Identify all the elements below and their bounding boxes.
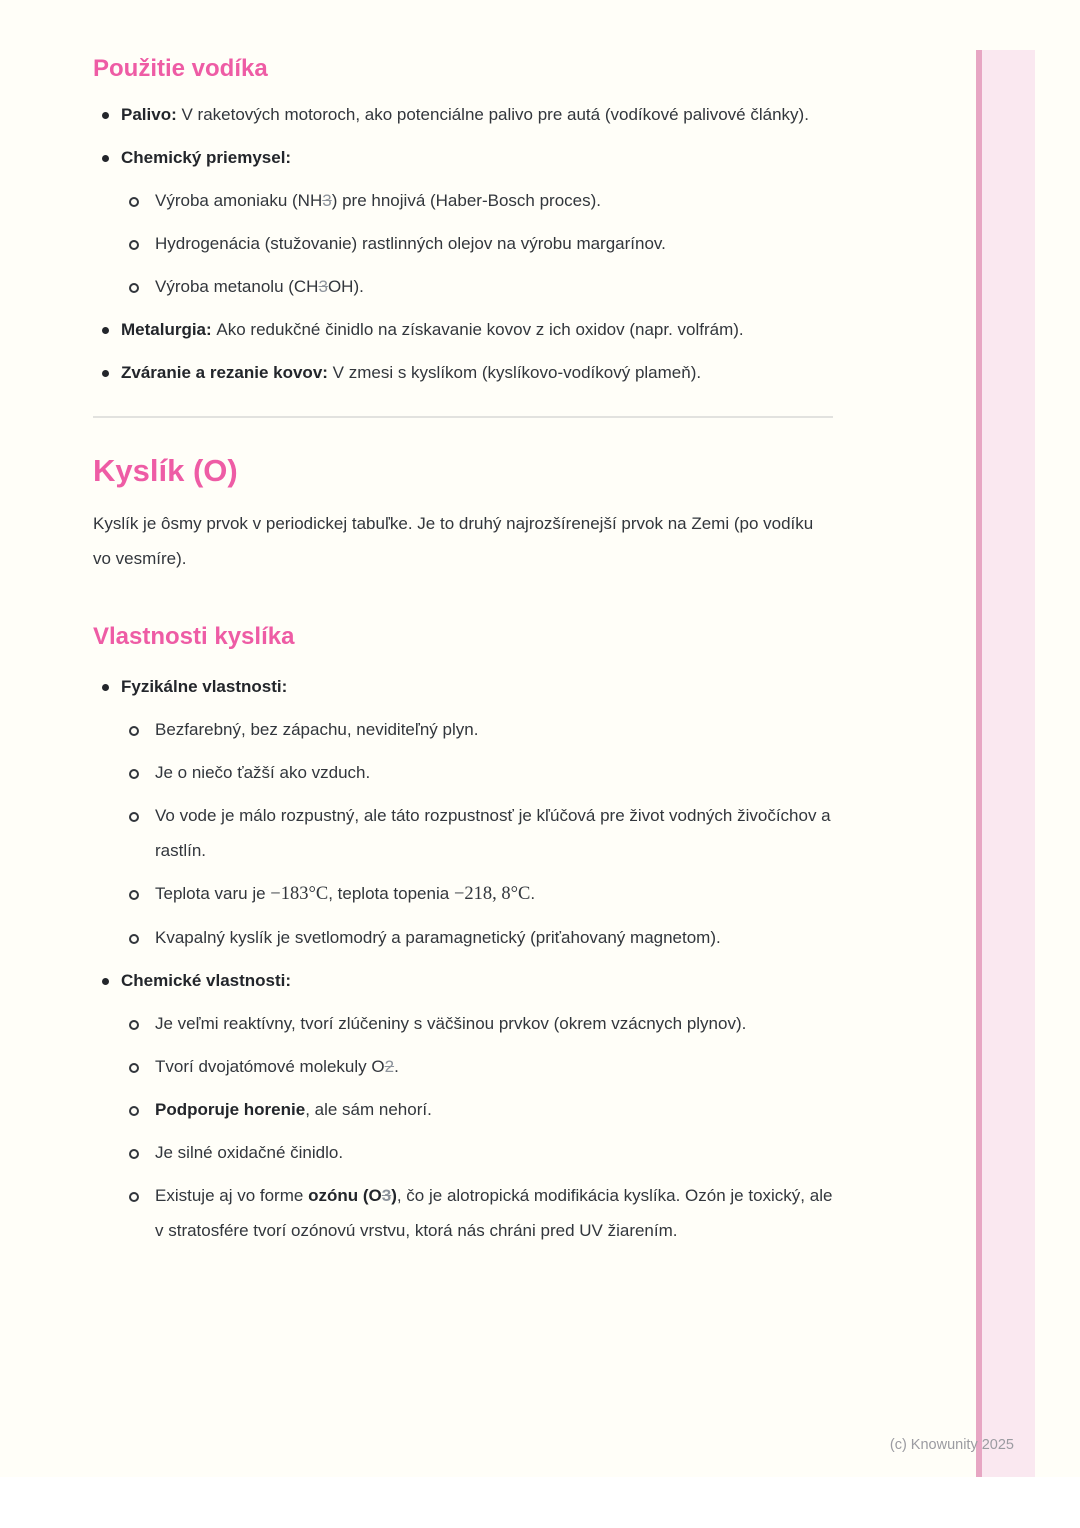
list-item [93,1178,833,1248]
text-segment: Je silné oxidačné činidlo. [155,1143,344,1162]
list-item [93,183,833,218]
list-item [93,140,833,175]
list-item [93,963,833,998]
text-segment: Palivo: [121,105,182,124]
section-heading: Kyslík (O) [93,453,238,488]
disc-bullet-icon [102,684,109,691]
text-segment: Zváranie a rezanie kovov: [121,363,333,382]
copyright-text: (c) Knowunity 2025 [889,1437,1014,1453]
list-item-text [155,884,535,903]
list-item-text [121,677,287,696]
circle-bullet-icon [129,1020,139,1030]
document-content [93,0,833,1256]
list-item [93,1049,833,1084]
circle-bullet-icon [129,1106,139,1116]
section-heading: Použitie vodíka [93,55,268,82]
text-segment: Je o niečo ťažší ako vzduch. [155,763,371,782]
list-item [93,1092,833,1127]
list-item [93,269,833,304]
text-segment: Výroba metanolu (CH [155,277,319,296]
list-item-text [121,971,291,990]
text-segment: 3 [322,191,332,210]
text-segment: Metalurgia: [121,320,217,339]
list-item-text [155,928,721,947]
text-segment: Kvapalný kyslík je svetlomodrý a paramagnetický (priťahovaný magnetom). [155,928,721,947]
list-item [93,1135,833,1170]
text-segment: Kyslík je ôsmy prvok v periodickej tabuľke. Je to druhý najrozšírenejší prvok na Zemi (po vodíku vo vesmíre). [93,514,814,568]
text-segment: V zmesi s kyslíkom (kyslíkovo-vodíkový plameň). [332,363,702,382]
list-item [93,876,833,912]
text-segment: Bezfarebný, bez zápachu, neviditeľný plyn. [155,720,479,739]
text-segment: , čo je alotropická modifikácia kyslíka. Ozón je toxický, ale v stratosfére tvorí ozónovú vrstvu, ktorá nás chráni pred UV žiarením. [155,1186,833,1240]
list-item [93,1006,833,1041]
circle-bullet-icon [129,934,139,944]
list-item [93,755,833,790]
list-item-text [155,191,601,210]
disc-bullet-icon [102,155,109,162]
circle-bullet-icon [129,1063,139,1073]
text-segment: . [530,884,536,903]
text-segment: , teplota topenia [328,884,454,903]
list-item-text [155,763,370,782]
circle-bullet-icon [129,197,139,207]
circle-bullet-icon [129,283,139,293]
text-segment: Tvorí dvojatómové molekuly O [155,1057,385,1076]
disc-bullet-icon [102,327,109,334]
circle-bullet-icon [129,726,139,736]
text-segment: 3 [381,1186,392,1205]
list-item [93,920,833,955]
list-item-text [155,1186,832,1240]
page-margin-stripe [976,50,1035,1477]
bullet-list [93,97,833,390]
list-item [93,355,833,390]
list-item [93,712,833,747]
text-segment: ) pre hnojivá (Haber-Bosch proces). [331,191,601,210]
text-segment: ozónu (O [308,1186,382,1205]
text-segment: 3 [318,277,328,296]
disc-bullet-icon [102,112,109,119]
list-item [93,226,833,261]
text-segment: Fyzikálne vlastnosti: [121,677,288,696]
text-segment: Teplota varu je [155,884,271,903]
list-item [93,97,833,132]
text-segment: −183°C [270,884,329,904]
text-segment: −218, 8°C [453,884,531,904]
list-item-text [155,720,478,739]
circle-bullet-icon [129,240,139,250]
disc-bullet-icon [102,978,109,985]
list-item [93,312,833,347]
text-segment: Existuje aj vo forme [155,1186,309,1205]
list-item-text [155,277,364,296]
circle-bullet-icon [129,1192,139,1202]
text-segment: V raketových motoroch, ako potenciálne palivo pre autá (vodíkové palivové články). [181,105,809,124]
disc-bullet-icon [102,370,109,377]
text-segment: Chemický priemysel: [121,148,292,167]
text-segment: Hydrogenácia (stužovanie) rastlinných olejov na výrobu margarínov. [155,234,666,253]
list-item-text [121,148,291,167]
list-item-text [121,320,744,339]
list-item-text [155,1143,343,1162]
paragraph [93,506,833,576]
text-segment: Je veľmi reaktívny, tvorí zlúčeniny s väčšinou prvkov (okrem vzácnych plynov). [155,1014,747,1033]
list-item [93,669,833,704]
section-heading: Vlastnosti kyslíka [93,623,295,650]
list-item-text [155,1014,746,1033]
circle-bullet-icon [129,1149,139,1159]
text-segment: 2 [384,1057,395,1076]
bullet-list [93,669,833,1248]
list-item-text [155,234,666,253]
text-segment: Chemické vlastnosti: [121,971,292,990]
circle-bullet-icon [129,812,139,822]
text-segment: . [394,1057,399,1076]
text-segment: OH). [327,277,364,296]
list-item-text [121,105,809,124]
circle-bullet-icon [129,890,139,900]
text-segment: Podporuje horenie [155,1100,306,1119]
list-item-text [155,1057,399,1076]
list-item-text [155,806,831,860]
section-divider [93,416,833,418]
text-segment: , ale sám nehorí. [305,1100,432,1119]
text-segment: ) [391,1186,397,1205]
text-segment: Výroba amoniaku (NH [155,191,323,210]
text-segment: Ako redukčné činidlo na získavanie kovov z ich oxidov (napr. volfrám). [216,320,744,339]
list-item-text [155,1100,432,1119]
text-segment: Vo vode je málo rozpustný, ale táto rozpustnosť je kľúčová pre život vodných živočíchov a rastlín. [155,806,831,860]
list-item-text [121,363,701,382]
circle-bullet-icon [129,769,139,779]
list-item [93,798,833,868]
